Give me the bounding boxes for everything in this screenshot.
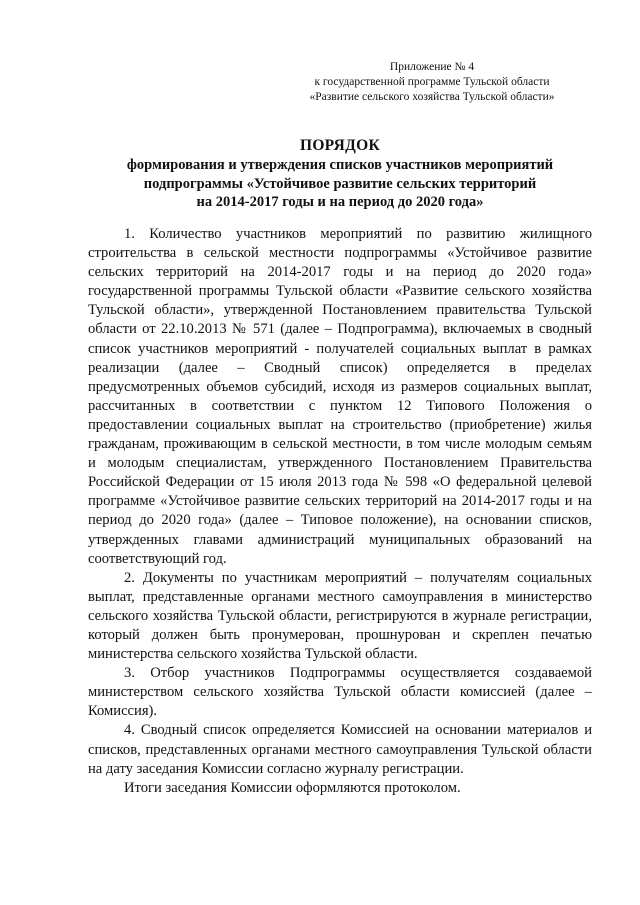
title-line-1: формирования и утверждения списков участников мероприятий [126,157,554,173]
paragraph-5: Итоги заседания Комиссии оформляются протоколом. [124,779,461,796]
appendix-header [282,60,582,105]
paragraph-2: 2. Документы по участникам мероприятий – получателям социальных выплат, представленные органами местного самоуправления в министерство сельского хозяйства Тульской области, регистрируются в журнале регистрации, который должен быть пронумерован, прошнурован и скреплен печатью министерства сельского хозяйства Тульской области. [88,569,592,663]
paragraph-1: 1. Количество участников мероприятий по развитию жилищного строительства в сельской местности подпрограммы «Устойчивое развитие сельских территорий на 2014-2017 годы и на период до 2020 года» государственной программы Тульской области «Развитие сельского хозяйства Тульской области», утвержденной Постановлением правительства Тульской области от 22.10.2013 № 571 (далее – Подпрограмма), включаемых в сводный список участников мероприятий - получателей социальных выплат в рамках реализации (далее – Сводный список) определяется в пределах предусмотренных объемов субсидий, исходя из размеров социальных выплат, рассчитанных в соответствии с пунктом 12 Типового Положения о предоставлении социальных выплат на строительство (приобретение) жилья гражданам, проживающим в сельской местности, в том числе молодым семьям и молодым специалистам, утвержденного Постановлением Правительства Российской Федерации от 15 июля 2013 года № 598 «О федеральной целевой программе «Устойчивое развитие сельских территорий на 2014-2017 годы и на период до 2020 года» (далее – Типовое положение), на основании списков, утвержденных главами администраций муниципальных образований на соответствующий год. [88,226,592,567]
title-line-2: подпрограммы «Устойчивое развитие сельских территорий [143,175,537,192]
appendix-number: Приложение № 4 [389,61,475,73]
appendix-program-ref: к государственной программе Тульской области [314,76,550,88]
title-line-3: на 2014-2017 годы и на период до 2020 года» [196,194,484,210]
document-body [88,225,592,798]
appendix-program-name: «Развитие сельского хозяйства Тульской области» [309,91,555,103]
paragraph-3: 3. Отбор участников Подпрограммы осуществляется создаваемой министерством сельского хозяйства Тульской области комиссией (далее – Комиссия). [88,665,592,720]
title-heading: ПОРЯДОК [299,137,381,154]
paragraph-4: 4. Сводный список определяется Комиссией на основании материалов и списков, представленных органами местного самоуправления Тульской области на дату заседания Комиссии согласно журналу регистрации. [88,722,592,777]
document-title [88,136,592,212]
